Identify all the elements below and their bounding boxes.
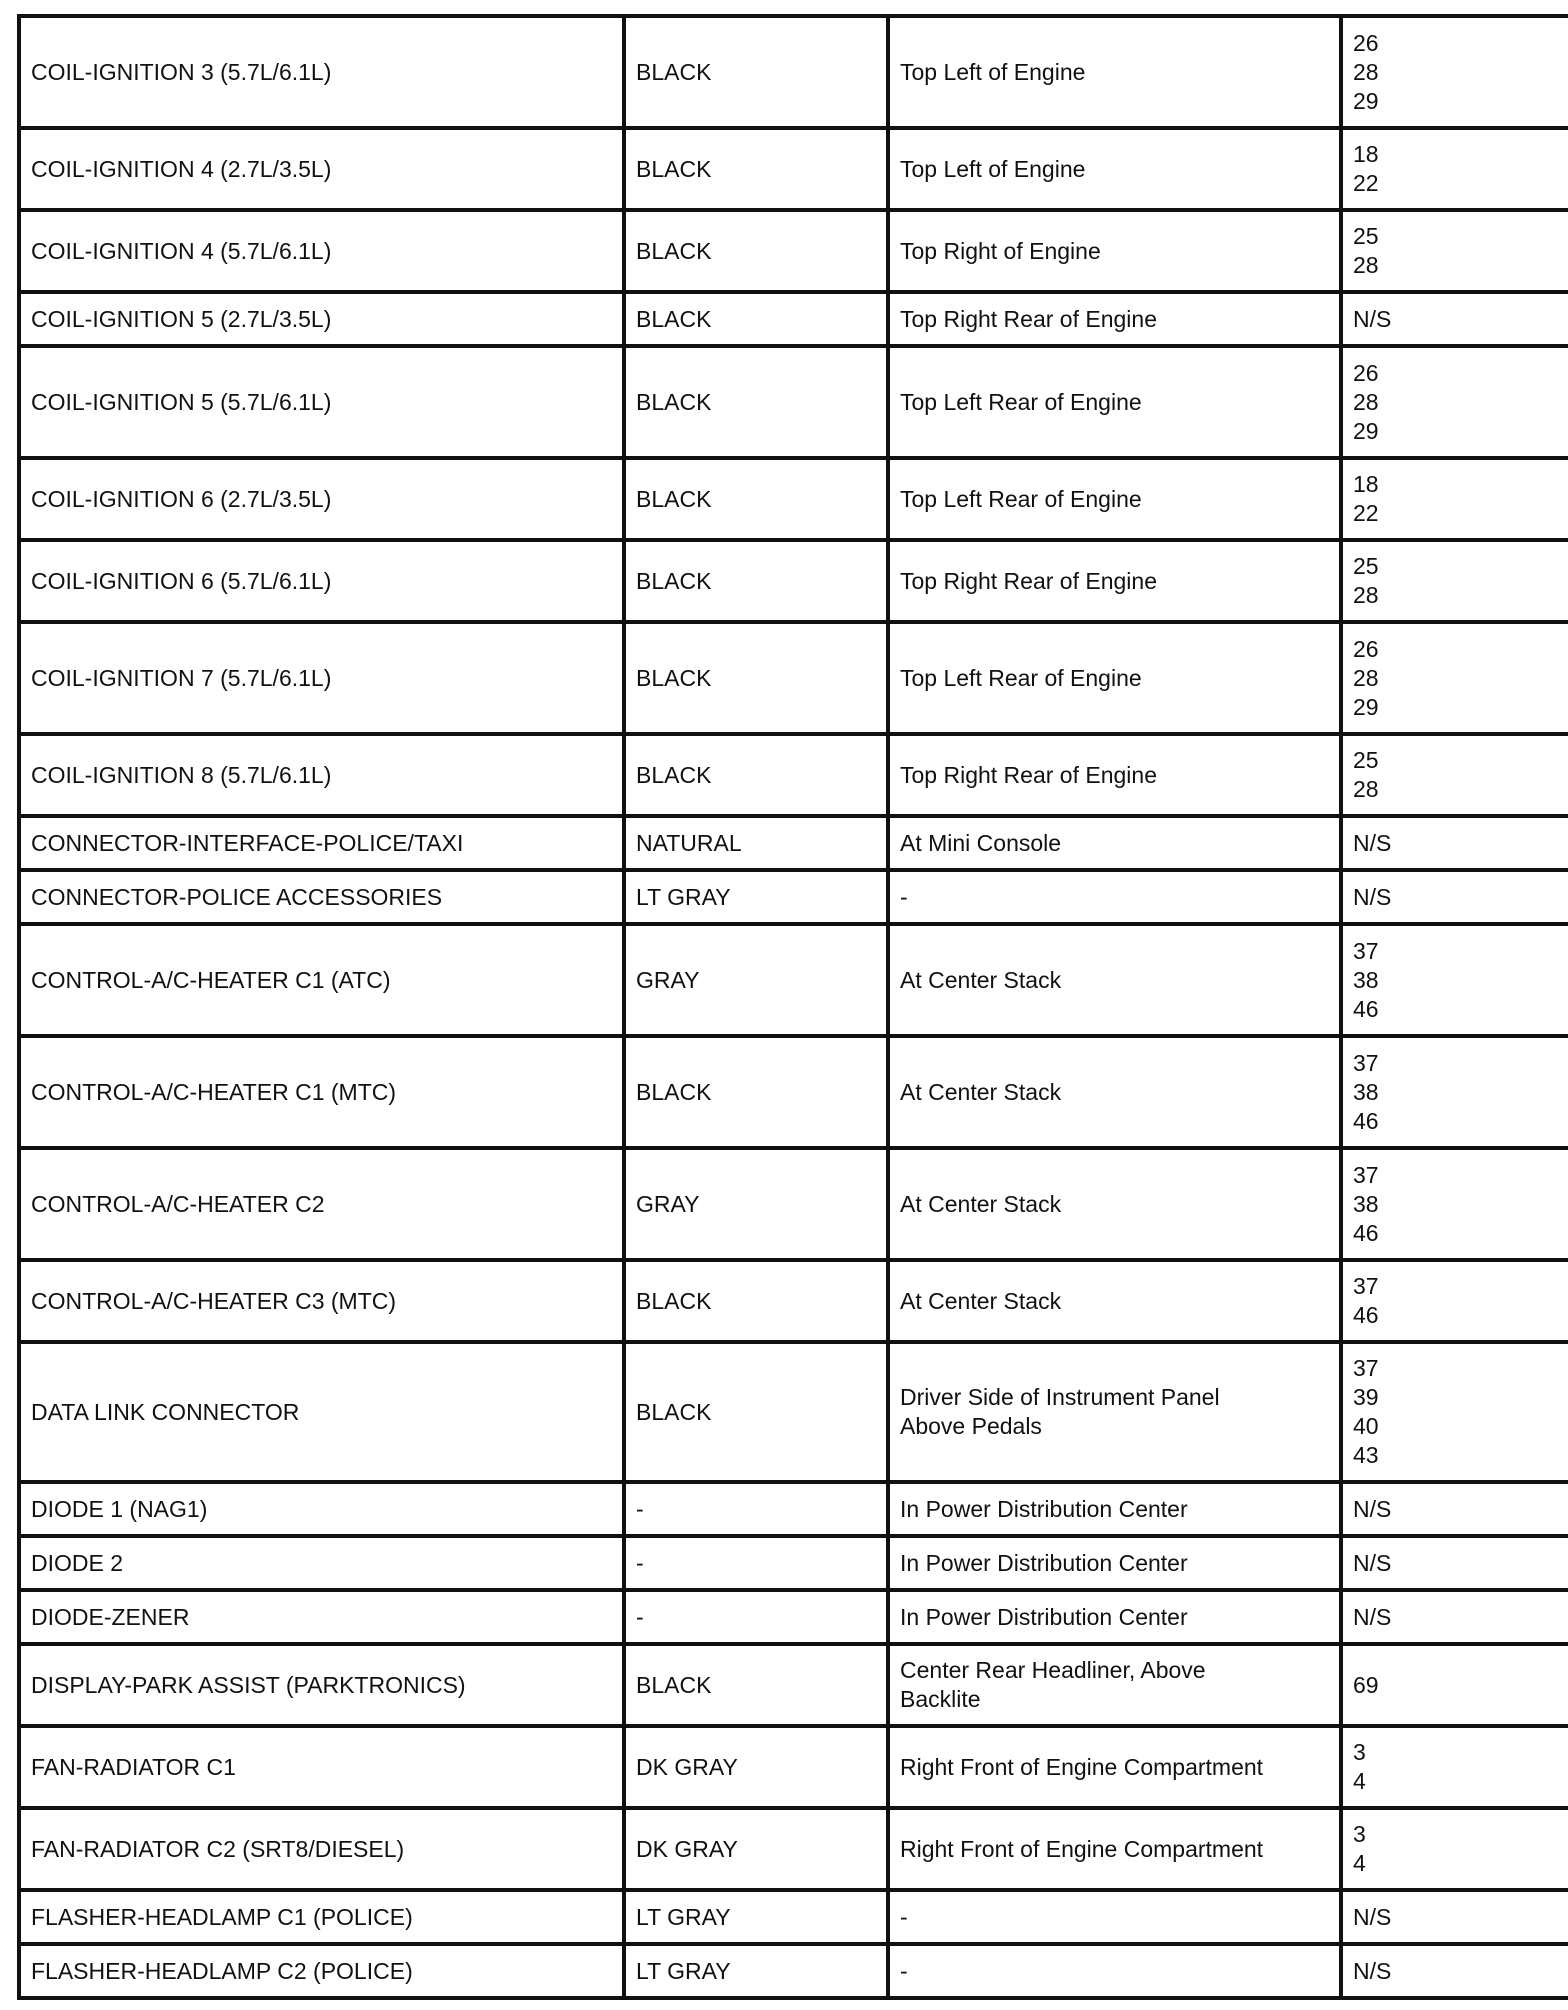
connector-figures-cell	[1341, 1890, 1568, 1944]
connector-name: COIL-IGNITION 5 (2.7L/3.5L)	[31, 305, 332, 332]
location-line: Top Right Rear of Engine	[900, 761, 1157, 788]
location-line: At Mini Console	[900, 829, 1062, 856]
connector-name: FAN-RADIATOR C1	[31, 1753, 236, 1780]
connector-name-cell	[19, 734, 624, 816]
connector-figures-cell	[1341, 870, 1568, 924]
location-line: At Center Stack	[900, 1190, 1062, 1217]
connector-color: BLACK	[636, 761, 712, 788]
connector-color-cell	[624, 1036, 888, 1148]
location-line: Top Left Rear of Engine	[900, 664, 1142, 691]
figure-number: 18	[1353, 141, 1379, 167]
location-line: Top Left of Engine	[900, 58, 1086, 85]
connector-color-cell	[624, 16, 888, 128]
figure-number: 28	[1353, 776, 1379, 802]
connector-name-cell	[19, 1036, 624, 1148]
figure-number: 4	[1353, 1768, 1366, 1794]
connector-color-cell	[624, 540, 888, 622]
figure-number: 26	[1353, 635, 1379, 662]
connector-color: DK GRAY	[636, 1753, 738, 1780]
connector-name: CONNECTOR-INTERFACE-POLICE/TAXI	[31, 829, 464, 856]
connector-location-cell	[888, 1342, 1341, 1482]
figure-number: 37	[1353, 937, 1379, 964]
connector-color: BLACK	[636, 485, 712, 512]
location-line: Top Left of Engine	[900, 155, 1086, 182]
figure-number: 38	[1353, 1190, 1379, 1217]
connector-color: NATURAL	[636, 829, 742, 856]
connector-color-cell	[624, 1808, 888, 1890]
connector-name: DIODE 1 (NAG1)	[31, 1495, 208, 1522]
figure-number: 4	[1353, 1850, 1366, 1876]
figure-number: 29	[1353, 693, 1379, 720]
table-row	[19, 924, 1568, 1036]
table-row	[19, 458, 1568, 540]
connector-name-cell	[19, 1726, 624, 1808]
connector-color: LT GRAY	[636, 1903, 731, 1930]
connector-color-cell	[624, 1890, 888, 1944]
connector-color-cell	[624, 816, 888, 870]
figure-number: 37	[1353, 1049, 1379, 1076]
connector-color-cell	[624, 1726, 888, 1808]
connector-figures-cell	[1341, 1036, 1568, 1148]
document-page	[17, 14, 1547, 2000]
connector-name: DISPLAY-PARK ASSIST (PARKTRONICS)	[31, 1671, 466, 1698]
figure-number: 28	[1353, 388, 1379, 415]
location-line: At Center Stack	[900, 966, 1062, 993]
connector-color: BLACK	[636, 388, 712, 415]
table-row	[19, 1644, 1568, 1726]
location-line: Right Front of Engine Compartment	[900, 1753, 1264, 1780]
connector-color: LT GRAY	[636, 883, 731, 910]
connector-figures-cell	[1341, 540, 1568, 622]
table-row	[19, 540, 1568, 622]
connector-name-cell	[19, 1890, 624, 1944]
figure-number: 25	[1353, 747, 1379, 773]
table-row	[19, 16, 1568, 128]
connector-color: -	[636, 1495, 644, 1522]
connector-color-cell	[624, 1536, 888, 1590]
connector-name-cell	[19, 16, 624, 128]
figure-number: 25	[1353, 223, 1379, 249]
connector-color-cell	[624, 458, 888, 540]
connector-name: COIL-IGNITION 7 (5.7L/6.1L)	[31, 664, 332, 691]
connector-location-cell	[888, 540, 1341, 622]
connector-location-cell	[888, 924, 1341, 1036]
figure-number: 43	[1353, 1442, 1379, 1468]
connector-color: BLACK	[636, 155, 712, 182]
figure-number: 37	[1353, 1355, 1379, 1381]
connector-name: COIL-IGNITION 4 (5.7L/6.1L)	[31, 237, 332, 264]
figure-number: 29	[1353, 87, 1379, 114]
connector-name: COIL-IGNITION 6 (5.7L/6.1L)	[31, 567, 332, 594]
table-row	[19, 292, 1568, 346]
figure-number: 26	[1353, 359, 1379, 386]
location-line: At Center Stack	[900, 1287, 1062, 1314]
connector-color-cell	[624, 734, 888, 816]
connector-name: CONTROL-A/C-HEATER C1 (MTC)	[31, 1078, 397, 1105]
figure-number: N/S	[1353, 1549, 1392, 1576]
location-line: Backlite	[900, 1686, 981, 1712]
connector-color-cell	[624, 924, 888, 1036]
connector-figures-cell	[1341, 1644, 1568, 1726]
connector-location-cell	[888, 1726, 1341, 1808]
table-row	[19, 1342, 1568, 1482]
figure-number: 28	[1353, 582, 1379, 608]
figure-number: 38	[1353, 1078, 1379, 1105]
location-line: Right Front of Engine Compartment	[900, 1835, 1264, 1862]
connector-color: BLACK	[636, 1078, 712, 1105]
connector-figures-cell	[1341, 1148, 1568, 1260]
table-row	[19, 1148, 1568, 1260]
connector-figures-cell	[1341, 1260, 1568, 1342]
connector-color: BLACK	[636, 567, 712, 594]
figure-number: 3	[1353, 1821, 1366, 1847]
figure-number: 40	[1353, 1413, 1379, 1439]
table-row	[19, 1036, 1568, 1148]
connector-name: CONTROL-A/C-HEATER C3 (MTC)	[31, 1287, 397, 1314]
connector-figures-cell	[1341, 1944, 1568, 1998]
connector-color-cell	[624, 1944, 888, 1998]
connector-name-cell	[19, 346, 624, 458]
connector-figures-cell	[1341, 816, 1568, 870]
location-line: In Power Distribution Center	[900, 1549, 1188, 1576]
connector-color-cell	[624, 292, 888, 346]
figure-number: 22	[1353, 500, 1379, 526]
connector-name-cell	[19, 210, 624, 292]
table-row	[19, 1726, 1568, 1808]
connector-location-cell	[888, 346, 1341, 458]
connector-name-cell	[19, 458, 624, 540]
location-line: Top Right Rear of Engine	[900, 567, 1157, 594]
connector-color-cell	[624, 346, 888, 458]
connector-location-cell	[888, 1260, 1341, 1342]
connector-figures-cell	[1341, 622, 1568, 734]
connector-location-cell	[888, 1590, 1341, 1644]
table-row	[19, 734, 1568, 816]
figure-number: 25	[1353, 553, 1379, 579]
connector-color: BLACK	[636, 58, 712, 85]
connector-figures-cell	[1341, 1726, 1568, 1808]
connector-color: BLACK	[636, 1398, 712, 1425]
figure-number: N/S	[1353, 1957, 1392, 1984]
table-row	[19, 1890, 1568, 1944]
connector-name: CONTROL-A/C-HEATER C2	[31, 1190, 325, 1217]
connector-figures-cell	[1341, 458, 1568, 540]
connector-location-cell	[888, 734, 1341, 816]
connector-figures-cell	[1341, 1590, 1568, 1644]
table-row	[19, 1944, 1568, 1998]
connector-color: BLACK	[636, 1671, 712, 1698]
connector-location-cell	[888, 210, 1341, 292]
connector-color: DK GRAY	[636, 1835, 738, 1862]
connector-figures-cell	[1341, 1482, 1568, 1536]
connector-figures-cell	[1341, 128, 1568, 210]
connector-figures-cell	[1341, 1342, 1568, 1482]
figure-number: 37	[1353, 1161, 1379, 1188]
connector-color: BLACK	[636, 237, 712, 264]
connector-name: FLASHER-HEADLAMP C1 (POLICE)	[31, 1903, 413, 1930]
figure-number: N/S	[1353, 305, 1392, 332]
connector-color: -	[636, 1549, 644, 1576]
connector-location-cell	[888, 1644, 1341, 1726]
table-row	[19, 622, 1568, 734]
figure-number: 29	[1353, 417, 1379, 444]
connector-name: DIODE 2	[31, 1549, 124, 1576]
figure-number: 26	[1353, 29, 1379, 56]
figure-number: 39	[1353, 1384, 1379, 1410]
connector-location-cell	[888, 1036, 1341, 1148]
connector-color: GRAY	[636, 1190, 700, 1217]
location-line: Driver Side of Instrument Panel	[900, 1384, 1220, 1410]
connector-name: CONNECTOR-POLICE ACCESSORIES	[31, 883, 443, 910]
location-line: At Center Stack	[900, 1078, 1062, 1105]
connector-location-cell	[888, 1944, 1341, 1998]
table-row	[19, 1482, 1568, 1536]
connector-name: COIL-IGNITION 5 (5.7L/6.1L)	[31, 388, 332, 415]
figure-number: 28	[1353, 58, 1379, 85]
connector-color-cell	[624, 1590, 888, 1644]
table-row	[19, 816, 1568, 870]
connector-figures-cell	[1341, 1808, 1568, 1890]
connector-name: CONTROL-A/C-HEATER C1 (ATC)	[31, 966, 391, 993]
connector-name-cell	[19, 816, 624, 870]
connector-name-cell	[19, 292, 624, 346]
connector-name-cell	[19, 1342, 624, 1482]
connector-color-cell	[624, 210, 888, 292]
table-row	[19, 1808, 1568, 1890]
connector-name-cell	[19, 1482, 624, 1536]
connector-location-cell	[888, 292, 1341, 346]
table-row	[19, 1590, 1568, 1644]
location-line: -	[900, 883, 908, 910]
figure-number: 28	[1353, 252, 1379, 278]
connector-name-cell	[19, 128, 624, 210]
connector-location-cell	[888, 1148, 1341, 1260]
connector-figures-cell	[1341, 346, 1568, 458]
connector-location-cell	[888, 1890, 1341, 1944]
table-row	[19, 1260, 1568, 1342]
connector-name-cell	[19, 870, 624, 924]
connector-location-cell	[888, 458, 1341, 540]
connector-location-cell	[888, 128, 1341, 210]
connector-name: FLASHER-HEADLAMP C2 (POLICE)	[31, 1957, 413, 1984]
connector-name-cell	[19, 540, 624, 622]
connector-figures-cell	[1341, 734, 1568, 816]
connector-name-cell	[19, 1944, 624, 1998]
figure-number: N/S	[1353, 883, 1392, 910]
connector-color: BLACK	[636, 305, 712, 332]
location-line: -	[900, 1957, 908, 1984]
figure-number: 46	[1353, 1219, 1379, 1246]
table-row	[19, 870, 1568, 924]
connector-figures-cell	[1341, 292, 1568, 346]
figure-number: 22	[1353, 170, 1379, 196]
location-line: Top Left Rear of Engine	[900, 485, 1142, 512]
table-row	[19, 128, 1568, 210]
figure-number: 69	[1353, 1671, 1379, 1698]
table-row	[19, 1536, 1568, 1590]
connector-color-cell	[624, 870, 888, 924]
figure-number: 18	[1353, 471, 1379, 497]
connector-name-cell	[19, 1148, 624, 1260]
connector-color-cell	[624, 622, 888, 734]
figure-number: 46	[1353, 1107, 1379, 1134]
figure-number: N/S	[1353, 1603, 1392, 1630]
connector-location-cell	[888, 1808, 1341, 1890]
connector-name: FAN-RADIATOR C2 (SRT8/DIESEL)	[31, 1835, 405, 1862]
location-line: -	[900, 1903, 908, 1930]
connector-location-cell	[888, 870, 1341, 924]
figure-number: 28	[1353, 664, 1379, 691]
connector-location-cell	[888, 1482, 1341, 1536]
connector-location-cell	[888, 16, 1341, 128]
connector-color-cell	[624, 1148, 888, 1260]
connector-color: BLACK	[636, 1287, 712, 1314]
location-line: Top Right Rear of Engine	[900, 305, 1157, 332]
connector-name: COIL-IGNITION 4 (2.7L/3.5L)	[31, 155, 332, 182]
connector-color-cell	[624, 1260, 888, 1342]
connector-name-cell	[19, 1260, 624, 1342]
location-line: Top Right of Engine	[900, 237, 1101, 264]
connector-color-cell	[624, 1342, 888, 1482]
connector-name-cell	[19, 1536, 624, 1590]
connector-name-cell	[19, 1808, 624, 1890]
connector-figures-cell	[1341, 924, 1568, 1036]
location-line: Above Pedals	[900, 1413, 1042, 1439]
connector-color-cell	[624, 128, 888, 210]
connector-name-cell	[19, 924, 624, 1036]
figure-number: 37	[1353, 1273, 1379, 1299]
connector-color-cell	[624, 1482, 888, 1536]
connector-name: COIL-IGNITION 6 (2.7L/3.5L)	[31, 485, 332, 512]
figure-number: 3	[1353, 1739, 1366, 1765]
figure-number: N/S	[1353, 1903, 1392, 1930]
connector-name-cell	[19, 1644, 624, 1726]
connector-name: COIL-IGNITION 8 (5.7L/6.1L)	[31, 761, 332, 788]
location-line: Center Rear Headliner, Above	[900, 1657, 1206, 1683]
table-row	[19, 210, 1568, 292]
connector-color: LT GRAY	[636, 1957, 731, 1984]
table-row	[19, 346, 1568, 458]
connector-name: COIL-IGNITION 3 (5.7L/6.1L)	[31, 58, 332, 85]
location-line: In Power Distribution Center	[900, 1495, 1188, 1522]
location-line: Top Left Rear of Engine	[900, 388, 1142, 415]
figure-number: N/S	[1353, 1495, 1392, 1522]
figure-number: N/S	[1353, 829, 1392, 856]
connector-name-cell	[19, 1590, 624, 1644]
connector-figures-cell	[1341, 210, 1568, 292]
connector-color-cell	[624, 1644, 888, 1726]
figure-number: 46	[1353, 1302, 1379, 1328]
figure-number: 38	[1353, 966, 1379, 993]
connector-color: BLACK	[636, 664, 712, 691]
location-line: In Power Distribution Center	[900, 1603, 1188, 1630]
connector-figures-cell	[1341, 1536, 1568, 1590]
connector-name: DIODE-ZENER	[31, 1603, 190, 1630]
connector-location-cell	[888, 622, 1341, 734]
connector-location-cell	[888, 816, 1341, 870]
connector-locations-table	[17, 14, 1568, 2000]
table-body	[19, 16, 1568, 1998]
connector-location-cell	[888, 1536, 1341, 1590]
connector-color: -	[636, 1603, 644, 1630]
connector-name: DATA LINK CONNECTOR	[31, 1398, 300, 1425]
connector-figures-cell	[1341, 16, 1568, 128]
connector-name-cell	[19, 622, 624, 734]
figure-number: 46	[1353, 995, 1379, 1022]
connector-color: GRAY	[636, 966, 700, 993]
